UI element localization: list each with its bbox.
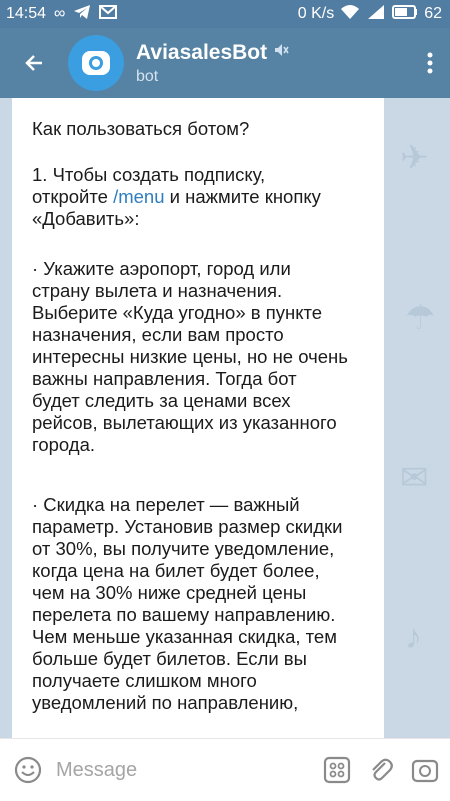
- back-button[interactable]: [6, 35, 62, 91]
- message-input[interactable]: [54, 758, 323, 783]
- emoji-icon: [14, 756, 42, 784]
- message-bubble[interactable]: [12, 98, 384, 738]
- menu-command-link[interactable]: /menu: [113, 186, 165, 207]
- wifi-icon: [340, 4, 360, 25]
- bot-keyboard-icon: [323, 756, 351, 784]
- message-step1: 1. Чтобы создать подписку, откройте /menu и нажмите кнопку «Добавить»:: [32, 164, 321, 229]
- background-pattern-icon: ☂: [405, 299, 436, 337]
- chat-area[interactable]: [0, 98, 450, 738]
- attach-button[interactable]: [367, 750, 395, 790]
- message-composer: [0, 738, 450, 801]
- status-bar: [0, 0, 450, 28]
- infinity-icon: ∞: [54, 5, 66, 22]
- chat-title: AviasalesBot: [136, 40, 268, 64]
- telegram-icon: [73, 4, 91, 25]
- bot-keyboard-button[interactable]: [323, 750, 351, 790]
- chat-subtitle: bot: [136, 67, 159, 85]
- background-pattern-icon: ✉: [400, 459, 429, 497]
- message-bullet-airport: · Укажите аэропорт, город или страну вылета и назначения. Выберите «Куда угодно» в пункте назначения, если вам просто интересны низкие цены, но не очень важны направления. Тогда бот будет следить за ценами всех рейсов, вылетающих из указанного города.: [32, 258, 348, 455]
- chat-header: [0, 28, 450, 98]
- more-options-button[interactable]: [410, 35, 450, 91]
- status-time: 14:54: [6, 5, 47, 22]
- muted-icon: [273, 42, 289, 63]
- bot-avatar[interactable]: [68, 35, 124, 91]
- signal-icon: [366, 4, 386, 25]
- background-pattern-icon: ♪: [405, 618, 422, 656]
- message-heading: Как пользоваться ботом?: [32, 118, 250, 139]
- background-pattern-icon: ✈: [400, 139, 429, 177]
- camera-button[interactable]: [411, 750, 439, 790]
- bot-logo-icon: [76, 43, 116, 83]
- more-vert-icon: [427, 52, 433, 74]
- emoji-button[interactable]: [14, 750, 42, 790]
- network-speed: 0 K/s: [297, 5, 335, 22]
- mail-icon: [99, 5, 117, 24]
- message-bullet-discount: · Скидка на перелет — важный параметр. Установив размер скидки от 30%, вы получите уведомление, когда цена на билет будет более, чем на 30% ниже средней цены перелета по вашему направлению. Чем меньше указанная скидка, тем больше будет билетов. Если вы получаете слишком много уведомлений по направлению,: [32, 494, 343, 713]
- paperclip-icon: [367, 756, 395, 784]
- battery-level: 62: [424, 5, 442, 22]
- arrow-left-icon: [22, 51, 46, 75]
- battery-icon: [392, 5, 418, 24]
- camera-icon: [411, 756, 439, 784]
